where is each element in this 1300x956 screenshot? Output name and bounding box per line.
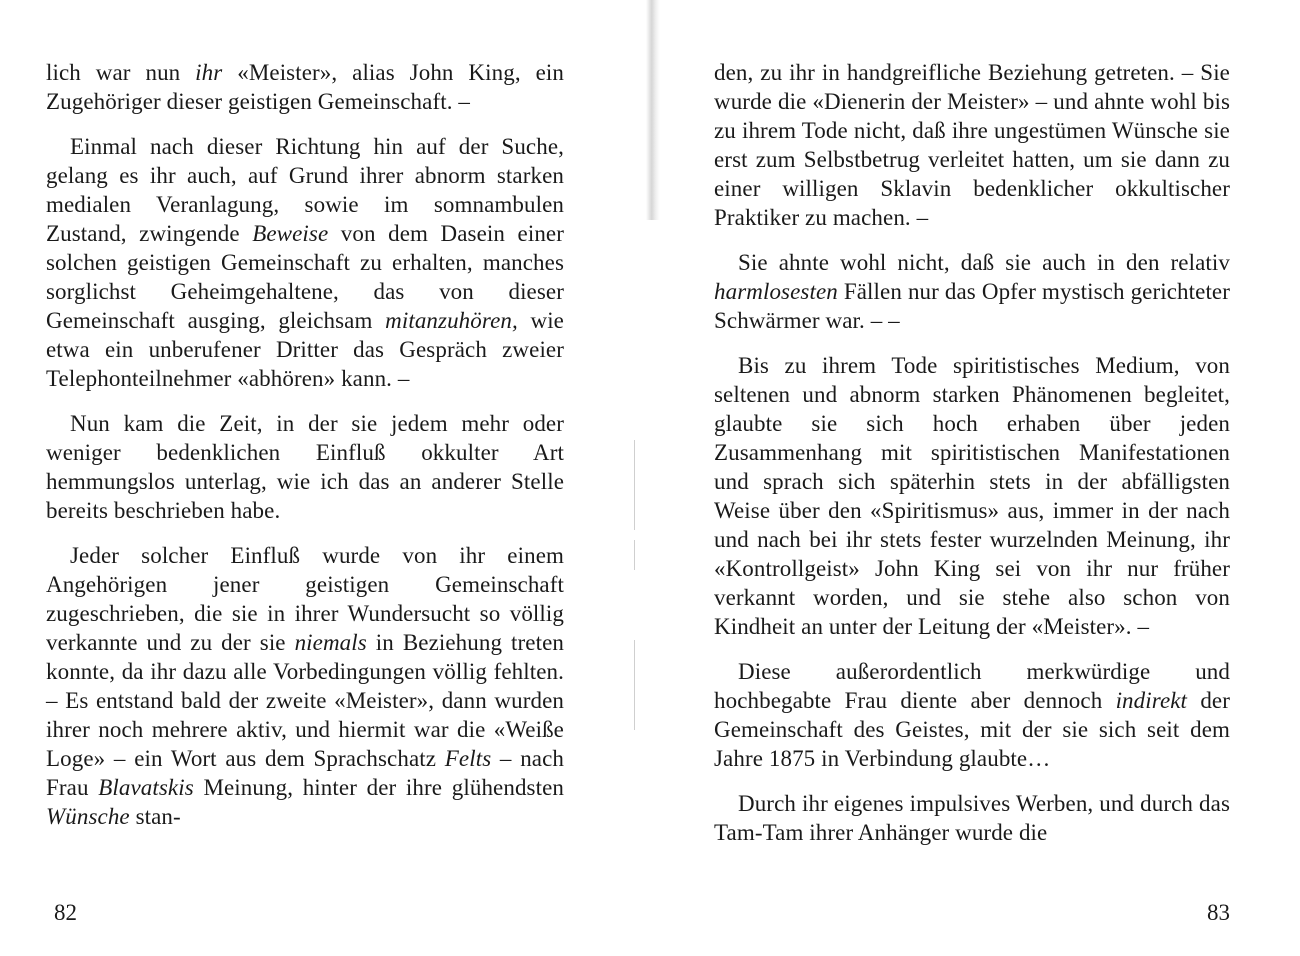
gutter-mark [634, 540, 635, 570]
italic-text: indirekt [1115, 688, 1188, 713]
text-segment: stan- [129, 804, 181, 829]
right-page [714, 0, 1230, 956]
text-segment: Durch ihr eigenes impulsives Werben, und durch das Tam-Tam ihrer Anhänger wurde die [714, 791, 1230, 845]
text-segment: Jeder solcher Einfluß wurde von ihr einem Angehörigen jener geistigen Gemeinschaft zugeschrieben, die sie in ihrer Wundersucht so völlig verkannte und zu der sie [46, 543, 564, 655]
italic-text: Beweise [252, 221, 329, 246]
paragraph [714, 789, 1230, 847]
text-segment: lich war nun [46, 60, 196, 85]
paragraph [714, 58, 1230, 232]
text-segment: den, zu ihr in handgreifliche Beziehung getreten. – Sie wurde die «Dienerin der Meister» – und ahnte wohl bis zu ihrem Tode nicht, daß ihre ungestümen Wünsche sie erst zum Selbstbetrug verleitet hatten, um sie dann zu einer willigen Sklavin bedenklicher okkultischer Praktiker zu machen. – [714, 60, 1230, 230]
text-segment: der Gemeinschaft des Geistes, mit der sie sich seit dem Jahre 1875 in Verbindung glaubte… [714, 688, 1230, 771]
gutter-shadow [646, 0, 660, 220]
gutter-mark [634, 640, 635, 730]
italic-text: niemals [294, 630, 367, 655]
italic-text: Blavatskis [98, 775, 194, 800]
paragraph [46, 541, 564, 831]
text-segment: Fällen nur das Opfer mystisch gerichteter Schwärmer war. – – [714, 279, 1230, 333]
paragraph [46, 409, 564, 525]
text-segment: in Beziehung treten konnte, da ihr dazu alle Vorbedingungen völlig fehlten. – Es entstand bald der zweite «Meister», dann wurden ihrer noch mehrere aktiv, und hiermit war die «Weiße Loge» – ein Wort aus dem Sprachschatz [46, 630, 564, 771]
paragraph [46, 132, 564, 393]
page-number-right: 83 [1207, 900, 1230, 925]
paragraph [714, 248, 1230, 335]
paragraph [714, 351, 1230, 641]
text-segment: Nun kam die Zeit, in der sie jedem mehr oder weniger bedenklichen Einfluß okkulter Art hemmungslos unterlag, wie ich das an anderer Stelle bereits beschrieben habe. [46, 411, 564, 523]
text-segment: «Meister», alias John King, ein Zugehöriger dieser geistigen Gemeinschaft. – [46, 60, 564, 114]
italic-text: mitanzuhören, [385, 308, 518, 333]
book-gutter [628, 0, 672, 956]
italic-text: ihr [195, 60, 223, 85]
text-segment: Bis zu ihrem Tode spiritistisches Medium, von seltenen und abnorm starken Phänomenen begleitet, glaubte sie sich hoch erhaben über jeden Zusammenhang mit spiritistischen Manifestationen und sprach sich späterhin stets in der abfälligsten Weise über den «Spiritismus» aus, immer in der nach und nach bei ihr stets fester wurzelnden Meinung, ihr «Kontrollgeist» John King sei von ihr nur früher verkannt worden, und sie stehe also schon von Kindheit an unter der Leitung der «Meister». – [714, 353, 1230, 639]
text-segment: von dem Dasein einer solchen geistigen Gemeinschaft zu erhalten, manches sorglichst Geheimgehaltene, das von dieser Gemeinschaft ausging, gleichsam [46, 221, 564, 333]
italic-text: harmlosesten [714, 279, 838, 304]
left-page [46, 0, 564, 956]
italic-text: Wünsche [46, 804, 130, 829]
text-segment: Einmal nach dieser Richtung hin auf der Suche, gelang es ihr auch, auf Grund ihrer abnorm starken medialen Veranlagung, sowie im somnambulen Zustand, zwingende [46, 134, 564, 246]
paragraph [714, 657, 1230, 773]
text-segment: wie etwa ein unberufener Dritter das Gespräch zweier Telephonteilnehmer «abhören» kann. – [46, 308, 564, 391]
text-segment: Sie ahnte wohl nicht, daß sie auch in den relativ [738, 250, 1230, 275]
paragraph [46, 58, 564, 116]
italic-text: Felts [444, 746, 492, 771]
gutter-mark [634, 440, 635, 530]
left-page-text [46, 58, 564, 847]
right-page-text [714, 58, 1230, 863]
text-segment: – nach Frau [46, 746, 565, 800]
text-segment: Diese außerordentlich merkwürdige und hochbegabte Frau diente aber dennoch [714, 659, 1230, 713]
text-segment: Meinung, hinter der ihre glühendsten [193, 775, 565, 800]
page-number-left: 82 [54, 900, 77, 925]
